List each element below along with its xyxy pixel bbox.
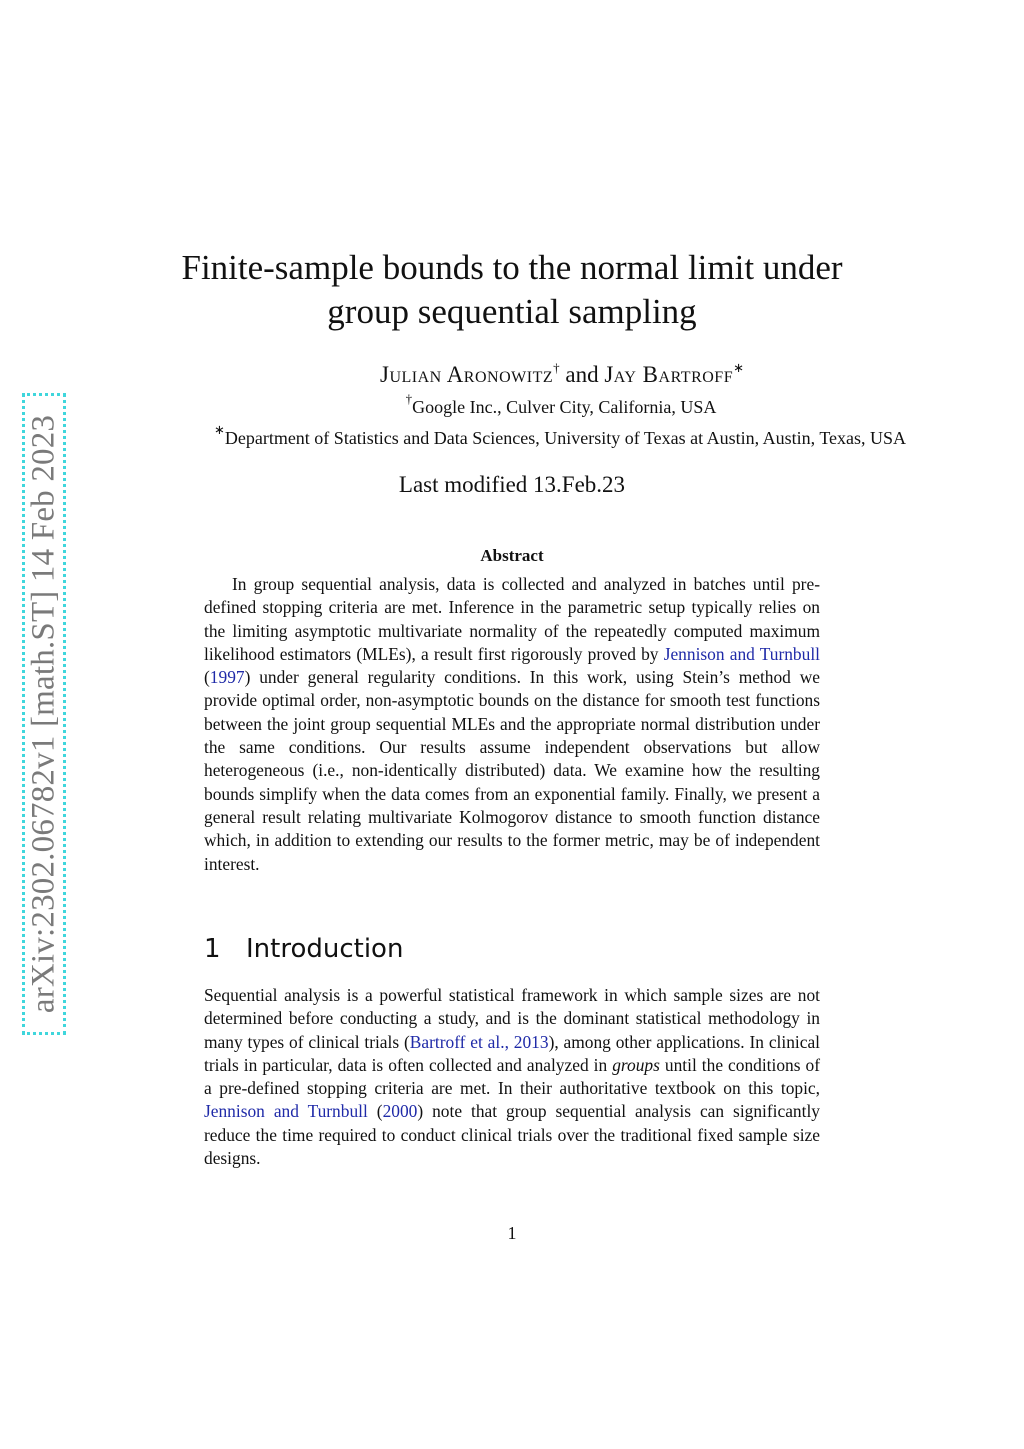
affiliation-1-mark: †	[405, 391, 413, 406]
section-number: 1	[204, 934, 221, 964]
citation-jennison-turnbull-1997-authors[interactable]: Jennison and Turnbull	[663, 643, 820, 664]
author-connector: and	[565, 362, 599, 387]
citation-bartroff-2013[interactable]: Bartroff et al., 2013	[409, 1031, 549, 1052]
intro-text-part-1: Sequential analysis is a powerful statistical framework in which sample sizes are not determined before conducting a study, and is the dominant statistical methodology in many types of clinical trials (	[204, 985, 820, 1052]
author-2-affiliation-mark: ∗	[733, 360, 744, 375]
introduction-paragraph	[204, 984, 820, 1170]
citation-open-paren-2: (	[367, 1101, 383, 1122]
intro-text-part-4: note that group sequential analysis can significantly reduce the time required to conduct clinical trials over the traditional fixed sample size designs.	[204, 1101, 820, 1169]
abstract-heading: Abstract	[480, 546, 544, 565]
citation-close-paren: )	[244, 667, 251, 688]
citation-open-paren: (	[204, 667, 210, 688]
affiliation-ut-austin	[100, 422, 1020, 450]
paper-title	[150, 246, 874, 334]
affiliation-2-text: Department of Statistics and Data Sciences, University of Texas at Austin, Austin, Texas, USA	[224, 428, 907, 448]
abstract-text-part-2: under general regularity conditions. In this work, using Stein’s method we provide optimal order, non-asymptotic bounds on the distance for smooth test functions between the joint group sequential MLEs and the appropriate normal distribution under the same conditions. Our results assume independent observations but allow heterogeneous (i.e., non-identically distributed) data. We examine how the resulting bounds simplify when the data comes from an exponential family. Finally, we present a general result relating multivariate Kolmogorov distance to smooth function distance which, in addition to extending our results to the former metric, may be of independent interest.	[204, 667, 820, 874]
author-name-2: Jay Bartroff	[604, 362, 734, 387]
author-1-affiliation-mark: †	[553, 360, 560, 375]
citation-jennison-turnbull-1997-year[interactable]: 1997	[209, 667, 245, 688]
page-number: 1	[507, 1223, 517, 1243]
author-name-1: Julian Aronowitz	[380, 362, 554, 387]
abstract-text-part-1: In group sequential analysis, data is collected and analyzed in batches until pre-defined stopping criteria are met. Inference in the parametric setup typically relies on the limiting asymptotic multivariate normality of the repeatedly computed maximum likelihood estimators (MLEs), a result first rigorously proved by	[204, 574, 820, 664]
citation-jennison-turnbull-2000-year[interactable]: 2000	[382, 1101, 418, 1122]
citation-close-paren-2: )	[417, 1101, 424, 1122]
intro-text-part-3: until the conditions of a pre-defined stopping criteria are met. In their authoritative textbook on this topic,	[204, 1054, 821, 1099]
section-title: Introduction	[246, 934, 404, 964]
affiliation-google	[0, 391, 1024, 419]
arxiv-stamp-text[interactable]: arXiv:2302.06782v1 [math.ST] 14 Feb 2023	[25, 414, 62, 1014]
affiliation-2-mark: ∗	[213, 422, 225, 437]
title-line-1: Finite-sample bounds to the normal limit under	[181, 248, 843, 287]
last-modified-date: Last modified 13.Feb.23	[398, 472, 626, 497]
intro-emphasis-groups: groups	[612, 1054, 660, 1075]
intro-text-part-2: ), among other applications. In clinical trials in particular, data is often collected and analyzed in	[204, 1031, 820, 1075]
affiliation-1-text: Google Inc., Culver City, California, USA	[412, 397, 717, 417]
author-list	[0, 360, 1024, 390]
title-line-2: group sequential sampling	[327, 292, 697, 331]
citation-jennison-turnbull-2000-authors[interactable]: Jennison and Turnbull	[204, 1101, 368, 1122]
section-heading-introduction	[204, 932, 403, 966]
abstract-text	[204, 573, 820, 876]
